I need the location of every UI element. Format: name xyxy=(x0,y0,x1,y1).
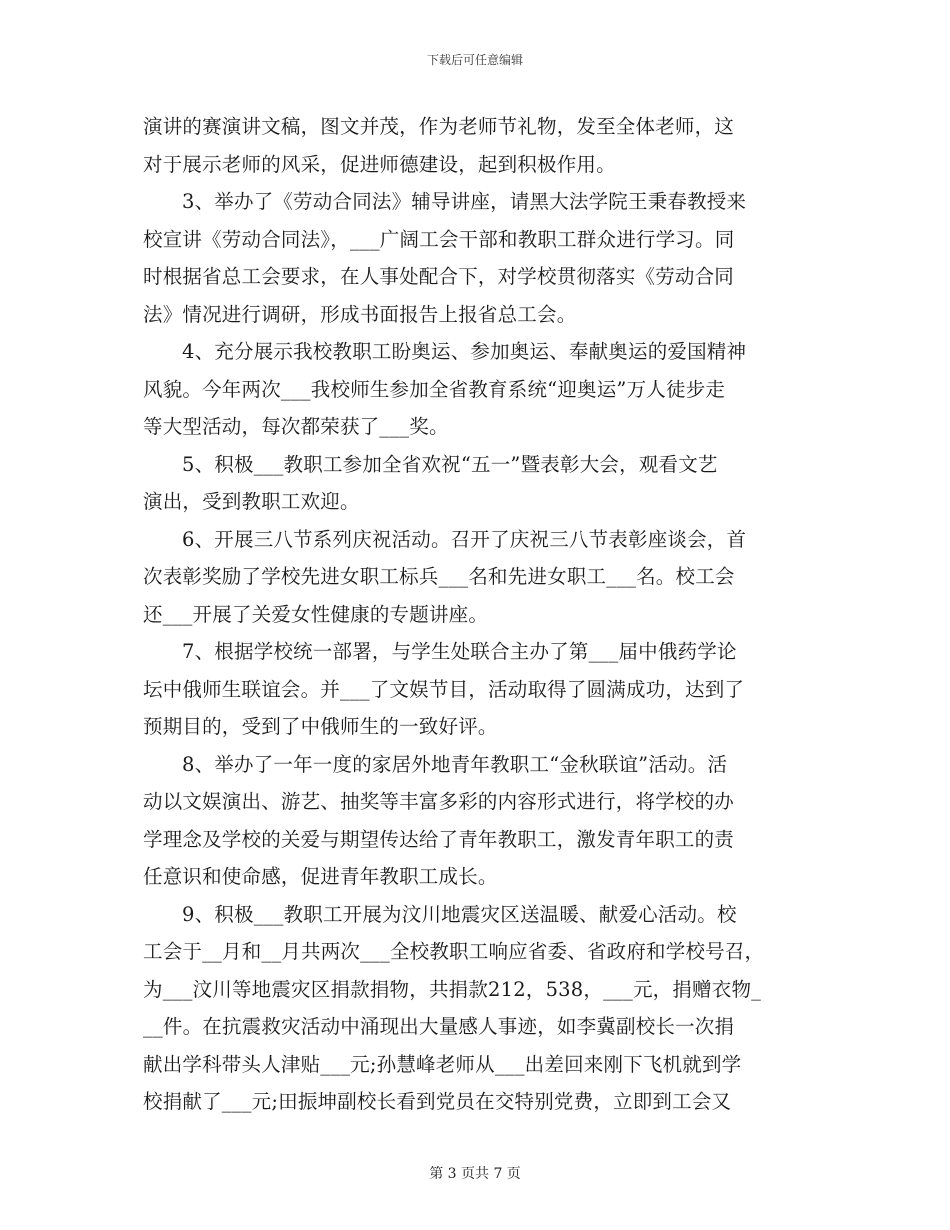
text-line: 预期目的，受到了中俄师生的一致好评。 xyxy=(143,715,498,738)
text-line: 4、充分展示我校教职工盼奥运、参加奥运、奉献奥运的爱国精神 xyxy=(182,340,747,363)
text-line: 校宣讲《劳动合同法》，___广阔工会干部和教职工群众进行学习。同 xyxy=(143,227,735,251)
text-line: 6、开展三八节系列庆祝活动。召开了庆祝三八节表彰座谈会，首 xyxy=(182,527,747,551)
paragraph-continuation xyxy=(143,108,811,183)
text-line: 等大型活动，每次都荣获了___奖。 xyxy=(143,415,449,438)
text-line: 演出，受到教职工欢迎。 xyxy=(143,490,360,513)
text-line: 任意识和使命感，促进青年教职工成长。 xyxy=(143,865,498,888)
paragraph-item-7 xyxy=(143,633,811,746)
paragraph-item-4 xyxy=(143,333,811,446)
paragraph-item-9 xyxy=(143,896,811,1121)
text-line: 校捐献了___元;田振坤副校长看到党员在交特别党费，立即到工会又 xyxy=(143,1090,732,1113)
text-line: __件。在抗震救灾活动中涌现出大量感人事迹，如李冀副校长一次捐 xyxy=(143,1015,735,1038)
text-line: 7、根据学校统一部署，与学生处联合主办了第___届中俄药学论 xyxy=(182,640,737,663)
text-line: 还___开展了关爱女性健康的专题讲座。 xyxy=(143,602,489,626)
text-line: 风貌。今年两次___我校师生参加全省教育系统“迎奥运”万人徒步走 xyxy=(143,377,726,401)
text-line: 坛中俄师生联谊会。并___了文娱节目，活动取得了圆满成功，达到了 xyxy=(143,677,745,701)
text-line: 为___汶川等地震灾区捐款捐物，共捐款212，538，___元，捐赠衣物_ xyxy=(143,977,762,1001)
text-line: 5、积极___教职工参加全省欢祝“五一”暨表彰大会，观看文艺 xyxy=(182,452,718,476)
text-line: 对于展示老师的风采，促进师德建设，起到积极作用。 xyxy=(143,152,616,176)
text-line: 次表彰奖励了学校先进女职工标兵___名和先进女职工___名。校工会 xyxy=(143,565,735,588)
text-line: 时根据省总工会要求，在人事处配合下，对学校贯彻落实《劳动合同 xyxy=(143,265,735,288)
text-line: 3、举办了《劳动合同法》辅导讲座，请黑大法学院王秉春教授来 xyxy=(182,190,747,213)
paragraph-item-5 xyxy=(143,446,811,521)
paragraph-item-8 xyxy=(143,746,811,896)
text-line: 学理念及学校的关爱与期望传达给了青年教职工，激发青年职工的责 xyxy=(143,827,735,851)
text-line: 法》情况进行调研，形成书面报告上报省总工会。 xyxy=(143,302,577,326)
page-number-footer: 第 3 页共 7 页 xyxy=(429,1166,521,1182)
paragraph-item-3 xyxy=(143,183,811,333)
text-line: 8、举办了一年一度的家居外地青年教职工“金秋联谊”活动。活 xyxy=(182,752,728,776)
text-line: 献出学科带头人津贴___元;孙慧峰老师从___出差回来刚下飞机就到学 xyxy=(143,1052,742,1076)
paragraph-item-6 xyxy=(143,521,811,634)
document-body xyxy=(143,108,811,1121)
text-line: 动以文娱演出、游艺、抽奖等丰富多彩的内容形式进行，将学校的办 xyxy=(143,790,735,813)
text-line: 9、积极___教职工开展为汶川地震灾区送温暖、献爱心活动。校 xyxy=(182,902,737,926)
text-line: 工会于__月和__月共两次___全校教职工响应省委、省政府和学校号召， xyxy=(143,940,765,963)
text-line: 演讲的赛演讲文稿，图文并茂，作为老师节礼物，发至全体老师，这 xyxy=(143,115,735,138)
header-note: 下载后可任意编辑 xyxy=(426,53,523,67)
